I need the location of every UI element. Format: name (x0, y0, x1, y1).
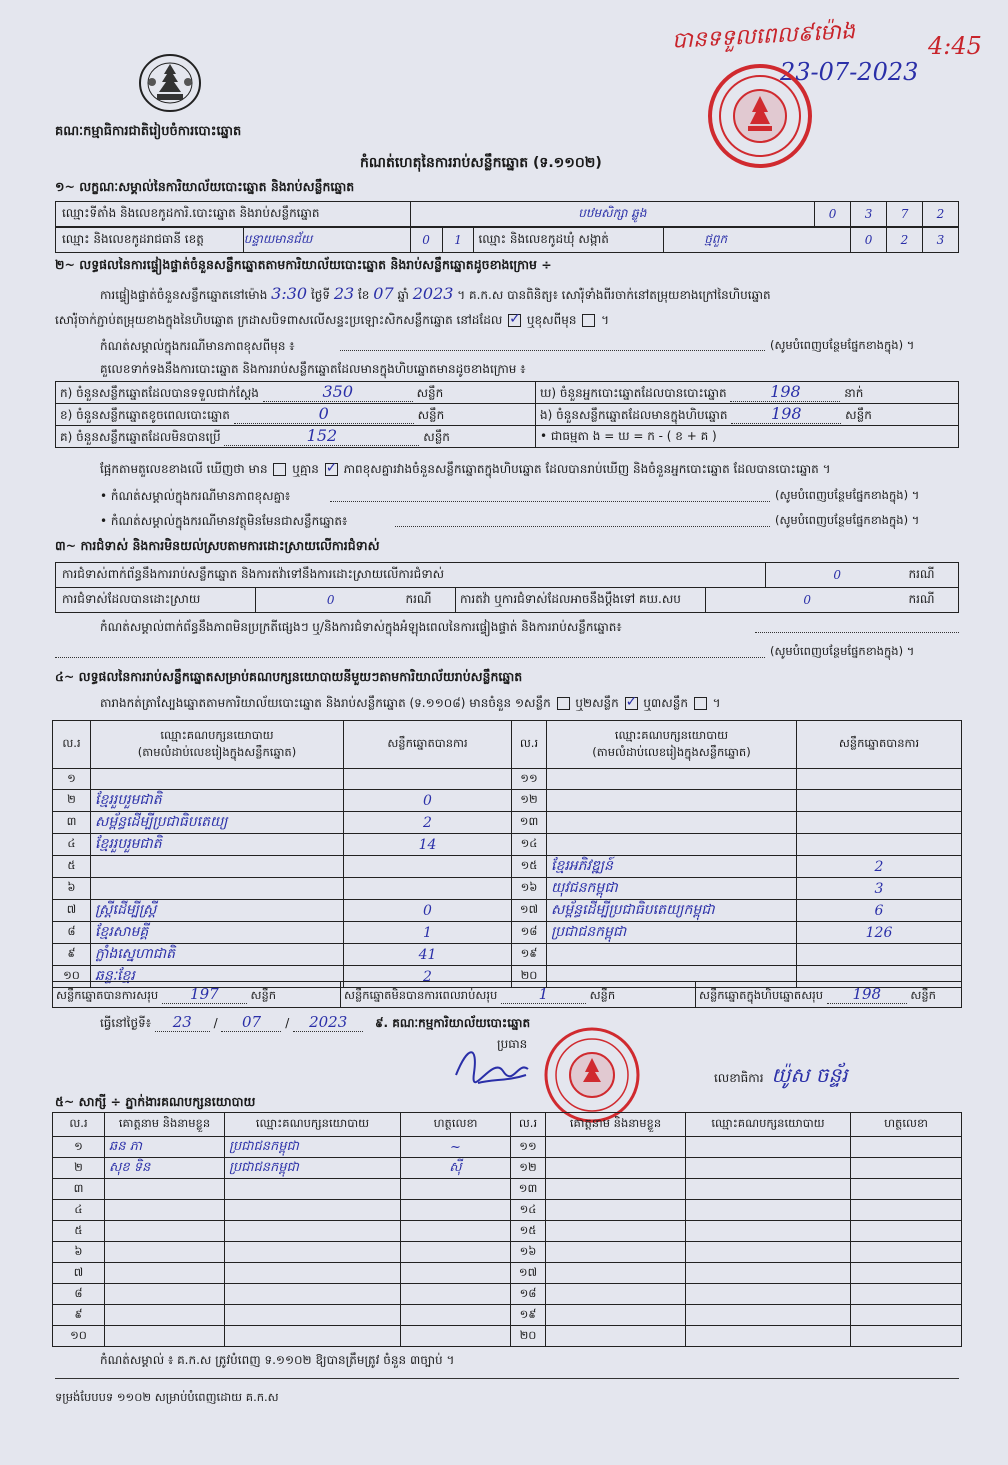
party-name: ខ្មែរអភិវឌ្ឍន៍ (547, 856, 797, 878)
date-day: 23 (155, 1013, 210, 1032)
witness-party (686, 1242, 851, 1263)
witness-name (546, 1305, 686, 1326)
witness-no: ១១ (511, 1137, 546, 1158)
total-box-unit: សន្លឹក (910, 987, 936, 1002)
witness-no: ២០ (511, 1326, 546, 1347)
w-col-party-right: ឈ្មោះគណបក្សនយោបាយ (686, 1113, 851, 1137)
witness-signature: ស៊ី (401, 1158, 511, 1179)
location-value: បឋមសិក្សា ឆ្លូង (410, 202, 815, 227)
witness-name (105, 1284, 225, 1305)
witness-party (225, 1200, 401, 1221)
total-invalid-label: សន្លឹកឆ្នោតមិនបានការពេលរាប់សរុប (344, 987, 498, 1002)
total-box-value: 198 (827, 985, 907, 1004)
note1-label: កំណត់សម្គាល់ក្នុងករណីមានភាពខុសពីមុន ៖ (100, 339, 295, 353)
witness-row (53, 1200, 962, 1221)
secretary-name: យ៉ូស ចន្ទ័រ (771, 1063, 848, 1087)
w-col-no-left: ល.រ (53, 1113, 105, 1137)
bullet2: • កំណត់សម្គាល់ក្នុងករណីមានវត្ថុមិនមែនជាសន្លឹកឆ្នោត៖ (100, 514, 348, 528)
party-no: ១១ (512, 769, 547, 790)
spoiled-unit: សន្លឹក (417, 408, 445, 422)
witness-name (546, 1242, 686, 1263)
bullet1: • កំណត់សម្គាល់ក្នុងករណីមានភាពខុសគ្នា៖ (100, 489, 291, 503)
results-row (53, 878, 962, 900)
no-diff-checkbox[interactable] (325, 463, 338, 476)
witness-name (105, 1221, 225, 1242)
witness-party (225, 1263, 401, 1284)
party-votes (797, 790, 962, 812)
party-votes (344, 769, 512, 790)
w-col-no-right: ល.រ (511, 1113, 546, 1137)
party-no: ២០ (512, 966, 547, 988)
section3-hint: (សូមបំពេញបន្ថែមផ្នែកខាងក្នុង) ។ (770, 644, 915, 658)
objection-label: ការជំទាស់ពាក់ព័ន្ធនឹងការរាប់សន្លឹកឆ្នោត និងការតវ៉ាទៅនឹងការដោះស្រាយលើការជំទាស់ (56, 563, 766, 588)
unused-value: 152 (224, 426, 419, 446)
appeal-value: 0 (706, 588, 909, 613)
party-no: ៩ (53, 944, 91, 966)
party-name (547, 769, 797, 790)
party-name: សម្ព័ន្ធដើម្បីប្រជាធិបតេយ្យកម្ពុជា (547, 900, 797, 922)
witness-party (225, 1326, 401, 1347)
witness-party (225, 1221, 401, 1242)
after-text-c: ភាពខុសគ្នារវាងចំនួនសន្លឹកឆ្នោតក្នុងហិបឆ្នោត ដែលបានរាប់ឃើញ និងចំនួនអ្នកបោះឆ្នោត ដែលបានបោះឆ្នោត ។ (343, 462, 831, 476)
one-sheet-checkbox[interactable] (557, 697, 570, 710)
w-col-sign-right: ហត្ថលេខា (851, 1113, 962, 1137)
witness-no: ៩ (53, 1305, 105, 1326)
party-no: ១៨ (512, 922, 547, 944)
province-label: ឈ្មោះ និងលេខកូដរាជធានី ខេត្ត (56, 228, 244, 253)
witness-signature (851, 1200, 962, 1221)
witness-no: ១៦ (511, 1242, 546, 1263)
party-no: ៦ (53, 878, 91, 900)
witness-no: ១០ (53, 1326, 105, 1347)
verify-time: 3:30 (271, 284, 308, 303)
party-no: ១ (53, 769, 91, 790)
witness-no: ១២ (511, 1158, 546, 1179)
party-no: ៨ (53, 922, 91, 944)
witness-party (686, 1158, 851, 1179)
party-votes (344, 856, 512, 878)
witness-signature (401, 1326, 511, 1347)
witness-no: ៤ (53, 1200, 105, 1221)
witness-signature: ~ (401, 1137, 511, 1158)
witness-no: ២ (53, 1158, 105, 1179)
witness-row (53, 1221, 962, 1242)
party-no: ៤ (53, 834, 91, 856)
witness-party (225, 1284, 401, 1305)
party-no: ១៤ (512, 834, 547, 856)
witness-party (686, 1305, 851, 1326)
section1-table (55, 201, 959, 227)
witness-party: ប្រជាជនកម្ពុជា (225, 1137, 401, 1158)
verify-line2: សោរ៉ុំចាក់ភ្ជាប់តម្រុយខាងក្នុងនៃហិបឆ្នោត ក្រដាសបិទពាសលើសន្ទះប្រឡោះសិកសន្លឹកឆ្នោត នៅដដែល ✓ ឬខុសពីមុន ។ (55, 312, 609, 330)
resolved-unit: ករណី (406, 588, 456, 613)
witness-no: ៧ (53, 1263, 105, 1284)
results-row (53, 834, 962, 856)
party-votes (344, 878, 512, 900)
party-name: ខ្មែររួបរួមជាតិ (91, 834, 344, 856)
witness-signature (851, 1158, 962, 1179)
count-row-3 (56, 426, 959, 448)
party-votes: 0 (344, 900, 512, 922)
party-votes (797, 944, 962, 966)
count-row-1 (56, 382, 959, 404)
section5-title: ៥~ សាក្សី ÷ ភ្នាក់ងារគណបក្សនយោបាយ (55, 1094, 256, 1109)
witness-table (52, 1112, 962, 1347)
section2-title: ២~ លទ្ធផលនៃការផ្ទៀងផ្ទាត់ចំនួនសន្លឹកឆ្នោតតាមការិយាល័យបោះឆ្នោត និងរាប់សន្លឹកឆ្នោតដូចខាងក្រោម ÷ (55, 257, 552, 272)
col-votes-left: សន្លឹកឆ្នោតបានការ (344, 721, 512, 769)
party-no: ១៩ (512, 944, 547, 966)
bullet1-hint: (សូមបំពេញបន្ថែមផ្នែកខាងក្នុង) ។ (775, 488, 920, 502)
party-votes: 0 (344, 790, 512, 812)
witness-no: ១៨ (511, 1284, 546, 1305)
verify-month: 07 (373, 284, 394, 303)
results-row (53, 900, 962, 922)
party-name: ស្ត្រីដើម្បីស្ត្រី (91, 900, 344, 922)
section4-intro-c: ឬ៣សន្លឹក (643, 696, 688, 710)
w-col-name-left: គោត្តនាម និងនាមខ្លួន (105, 1113, 225, 1137)
total-invalid-unit: សន្លឹក (589, 987, 616, 1002)
results-row (53, 856, 962, 878)
verify-text-c: ខែ (358, 288, 370, 302)
appeal-label: ការតវ៉ា ឬការជំទាស់ដែលអាចនឹងប្តឹងទៅ គឃ.សប (456, 588, 706, 613)
after-line (100, 461, 831, 479)
footer-note: កំណត់សម្គាល់ ៖ គ.ក.ស ត្រូវបំពេញ ទ.១១០២ ឱ្យបានត្រឹមត្រូវ ចំនួន ៣ច្បាប់ ។ (100, 1353, 455, 1367)
party-no: ១២ (512, 790, 547, 812)
party-name: ប្រជាជនកម្ពុជា (547, 922, 797, 944)
witness-signature (851, 1179, 962, 1200)
col-party-right-title: ឈ្មោះគណបក្សនយោបាយ (614, 727, 729, 742)
commune-value: ថ្មពួក (664, 228, 851, 253)
section4-intro-b: ឬ២សន្លឹក (575, 696, 619, 710)
has-diff-checkbox[interactable] (273, 463, 286, 476)
col-party-left-title: ឈ្មោះគណបក្សនយោបាយ (160, 727, 274, 742)
objection-value: 0 (766, 563, 909, 588)
province-code-2: 1 (442, 228, 474, 253)
location-code-4: 2 (922, 202, 958, 227)
results-row (53, 944, 962, 966)
witness-no: ១៩ (511, 1305, 546, 1326)
section1-row2 (55, 227, 959, 253)
verify-line2-text: សោរ៉ុំចាក់ភ្ជាប់តម្រុយខាងក្នុងនៃហិបឆ្នោត ក្រដាសបិទពាសលើសន្ទះប្រឡោះសិកសន្លឹកឆ្នោត នៅដដែល (55, 313, 503, 327)
witness-name (546, 1263, 686, 1284)
location-label: ឈ្មោះទីតាំង និងលេខកូដការិ.បោះឆ្នោត និងរាប់សន្លឹកឆ្នោត (56, 202, 411, 227)
resolved-value: 0 (256, 588, 406, 613)
witness-no: ៦ (53, 1242, 105, 1263)
witness-signature (401, 1179, 511, 1200)
verify-text-e: ។ គ.ក.ស បានពិនិត្យ៖ សោរ៉ុំទាំងពីរចាក់នៅតម្រុយខាងក្រៅនៃហិបឆ្នោត (457, 288, 771, 302)
col-no-left: ល.រ (53, 721, 91, 769)
date-line: ធ្វើនៅថ្ងៃទី៖ 23 / 07 / 2023 ៩. គណៈកម្មការិយាល័យបោះឆ្នោត (100, 1013, 531, 1031)
changed-checkbox[interactable] (582, 314, 595, 327)
col-party-left-sub: (តាមលំដាប់លេខរៀងក្នុងសន្លឹកឆ្នោត) (137, 744, 297, 759)
party-name (547, 812, 797, 834)
witness-party (686, 1284, 851, 1305)
location-code-1: 0 (815, 202, 851, 227)
witness-name (105, 1242, 225, 1263)
unused-unit: សន្លឹក (423, 430, 450, 444)
section4-title: ៤~ លទ្ធផលនៃការរាប់សន្លឹកឆ្នោតសម្រាប់គណបក្សនយោបាយនីមួយៗតាមការិយាល័យរាប់សន្លឹកឆ្នោត (55, 669, 523, 684)
party-votes: 126 (797, 922, 962, 944)
party-no: ១៦ (512, 878, 547, 900)
witness-party: ប្រជាជនកម្ពុជា (225, 1158, 401, 1179)
location-code-3: 7 (887, 202, 923, 227)
committee-stamp (543, 1026, 641, 1124)
after-text-a: ផ្អែកតាមតួលេខខាងលើ ឃើញថា មាន (100, 462, 268, 476)
results-row (53, 790, 962, 812)
witness-signature (851, 1305, 962, 1326)
witness-name (546, 1200, 686, 1221)
secretary-label (714, 1062, 848, 1092)
form-footer: ទម្រង់បែបបទ ១១០២ សម្រាប់បំពេញដោយ គ.ក.ស (55, 1390, 279, 1404)
party-no: ៥ (53, 856, 91, 878)
after-text-b: ឬគ្មាន (292, 462, 319, 476)
party-name (91, 856, 344, 878)
party-name: សម្ព័ន្ធដើម្បីប្រជាធិបតេយ្យ (91, 812, 344, 834)
unused-label: គ) ចំនួនសន្លឹកឆ្នោតដែលមិនបានប្រើ (60, 430, 221, 444)
col-votes-right: សន្លឹកឆ្នោតបានការ (797, 721, 962, 769)
party-votes (797, 769, 962, 790)
witness-row (53, 1326, 962, 1347)
party-votes: 3 (797, 878, 962, 900)
date-year: 2023 (293, 1013, 363, 1032)
received-label: ក) ចំនួនសន្លឹកឆ្នោតដែលបានទទួលជាក់ស្តែង (60, 386, 259, 400)
committee-sign-label: ៩. គណៈកម្មការិយាល័យបោះឆ្នោត (374, 1016, 531, 1030)
total-valid-label: សន្លឹកឆ្នោតបានការសរុប (56, 987, 159, 1002)
party-name (547, 790, 797, 812)
footer-rule (55, 1378, 959, 1379)
party-votes (797, 812, 962, 834)
witness-signature (851, 1284, 962, 1305)
party-votes: 2 (797, 856, 962, 878)
secretary-label-text: លេខាធិការ (714, 1071, 764, 1085)
party-name: ក្លាំងស្នេហាជាតិ (91, 944, 344, 966)
results-table (52, 720, 962, 988)
witness-party (686, 1200, 851, 1221)
verify-line (100, 284, 771, 305)
party-name (91, 769, 344, 790)
verify-day: 23 (333, 284, 355, 303)
total-invalid-value: 1 (501, 985, 586, 1004)
verify-or: ឬខុសពីមុន (526, 313, 577, 327)
party-votes: 14 (344, 834, 512, 856)
voters-value: 198 (730, 382, 840, 402)
spoiled-label: ខ) ចំនួនសន្លឹកឆ្នោតខូចពេលបោះឆ្នោត (60, 408, 230, 422)
appeal-unit: ករណី (909, 588, 959, 613)
commune-code-3: 3 (922, 228, 958, 253)
unchanged-checkbox[interactable] (508, 314, 521, 327)
party-no: ១៥ (512, 856, 547, 878)
objection-unit: ករណី (909, 563, 959, 588)
section2-intro: គួលេខទាក់ទងនឹងការបោះឆ្នោត និងការរាប់សន្លឹកឆ្នោតដែលមានក្នុងហិបឆ្នោតមានដូចខាងក្រោម ៖ (100, 362, 526, 376)
three-sheet-checkbox[interactable] (694, 697, 707, 710)
resolved-label: ការជំទាស់ដែលបានដោះស្រាយ (56, 588, 256, 613)
province-code-1: 0 (410, 228, 442, 253)
witness-no: ១៤ (511, 1200, 546, 1221)
totals-table (52, 981, 962, 1008)
witness-name (546, 1221, 686, 1242)
received-time: 4:45 (928, 32, 982, 60)
received-note: បានទទួលពេល៩ម៉ោង (671, 19, 856, 54)
party-name: យុវជនកម្ពុជា (547, 878, 797, 900)
witness-row (53, 1263, 962, 1284)
witness-signature (401, 1305, 511, 1326)
inbox-label: ង) ចំនួនសន្លឹកឆ្នោតដែលមានក្នុងហិបឆ្នោត (540, 408, 728, 422)
form-title: កំណត់ហេតុនៃការរាប់សន្លឹកឆ្នោត (ទ.១១០២) (360, 155, 602, 171)
party-name (547, 834, 797, 856)
witness-signature (401, 1200, 511, 1221)
witness-party (686, 1221, 851, 1242)
verify-text-b: ថ្ងៃទី (310, 288, 330, 302)
party-no: ៣ (53, 812, 91, 834)
witness-signature (401, 1221, 511, 1242)
location-code-2: 3 (851, 202, 887, 227)
witness-party (225, 1305, 401, 1326)
witness-signature (851, 1137, 962, 1158)
commune-code-2: 2 (887, 228, 923, 253)
witness-signature (401, 1242, 511, 1263)
committee-name: គណៈកម្មាធិការជាតិរៀបចំការបោះឆ្នោត (55, 124, 242, 139)
bullet2-hint: (សូមបំពេញបន្ថែមផ្នែកខាងក្នុង) ។ (775, 513, 920, 527)
col-no-right: ល.រ (512, 721, 547, 769)
witness-name (105, 1200, 225, 1221)
province-value: បន្ទាយមានជ័យ (243, 228, 410, 253)
total-valid-unit: សន្លឹក (250, 987, 277, 1002)
commune-label: ឈ្មោះ និងលេខកូដឃុំ សង្កាត់ (474, 228, 664, 253)
objection-table (55, 562, 959, 588)
results-row (53, 769, 962, 790)
witness-no: ១៥ (511, 1221, 546, 1242)
verify-text-a: ការផ្ទៀងផ្ទាត់ចំនួនសន្លឹកឆ្នោតនៅម៉ោង (100, 288, 268, 302)
witness-signature (851, 1242, 962, 1263)
note1-hint: (សូមបំពេញបន្ថែមផ្នែកខាងក្នុង) ។ (770, 338, 915, 352)
formula-text: • ជាធម្មតា ង = ឃ = ក - ( ខ + គ ) (536, 426, 959, 448)
witness-party (686, 1263, 851, 1284)
witness-name: សុខ ទិន (105, 1158, 225, 1179)
w-col-name-right: គោត្តនាម និងនាមខ្លួន (546, 1113, 686, 1137)
witness-name (105, 1263, 225, 1284)
section4-intro: តារាងកត់ត្រាស្បែងឆ្នោតតាមការិយាល័យបោះឆ្នោត និងរាប់សន្លឹកឆ្នោត (ទ.១១០៨) មានចំនួន ១សន្លឹក ឬ២សន្លឹក ✓ ឬ៣សន្លឹក ។ (100, 695, 721, 713)
inbox-value: 198 (731, 404, 841, 424)
witness-row (53, 1242, 962, 1263)
col-party-right (547, 721, 797, 769)
count-row-2 (56, 404, 959, 426)
witness-row (53, 1305, 962, 1326)
witness-signature (401, 1263, 511, 1284)
voters-unit: នាក់ (844, 386, 864, 400)
witness-party (225, 1179, 401, 1200)
witness-signature (851, 1326, 962, 1347)
witness-name (546, 1179, 686, 1200)
objection-table-2 (55, 587, 959, 613)
party-votes: 41 (344, 944, 512, 966)
party-name: ខ្មែររួបរួមជាតិ (91, 790, 344, 812)
witness-party (225, 1242, 401, 1263)
verify-year: 2023 (412, 284, 454, 303)
two-sheet-checkbox[interactable] (625, 697, 638, 710)
witness-row (53, 1158, 962, 1179)
w-col-party-left: ឈ្មោះគណបក្សនយោបាយ (225, 1113, 401, 1137)
results-row (53, 812, 962, 834)
witness-row (53, 1284, 962, 1305)
results-row (53, 922, 962, 944)
witness-name (546, 1284, 686, 1305)
witness-no: ៣ (53, 1179, 105, 1200)
witness-party (686, 1179, 851, 1200)
party-name: ឆន្ទៈខ្មែរ (91, 966, 344, 988)
ballot-count-table (55, 381, 959, 448)
section3-note: កំណត់សម្គាល់ពាក់ព័ន្ធនឹងភាពមិនប្រក្រតីផ្សេងៗ ឬ/និងការជំទាស់ក្នុងអំឡុងពេលនៃការផ្ទៀងផ្ទាត់ និងការរាប់សន្លឹកឆ្នោត៖ (100, 620, 622, 634)
party-name (91, 878, 344, 900)
party-no: ៧ (53, 900, 91, 922)
witness-party (686, 1137, 851, 1158)
total-box-label: សន្លឹកឆ្នោតក្នុងហិបឆ្នោតសរុប (699, 987, 824, 1002)
witness-name (546, 1137, 686, 1158)
witness-no: ១៧ (511, 1263, 546, 1284)
witness-no: ៨ (53, 1284, 105, 1305)
party-votes: 1 (344, 922, 512, 944)
inbox-unit: សន្លឹក (845, 408, 872, 422)
emblem-logo (137, 52, 203, 114)
witness-party (686, 1326, 851, 1347)
party-no: ២ (53, 790, 91, 812)
party-no: ១៧ (512, 900, 547, 922)
section1-title: ១~ លក្ខណៈសម្គាល់នៃការិយាល័យបោះឆ្នោត និងរាប់សន្លឹកឆ្នោត (55, 179, 355, 194)
commune-code-1: 0 (851, 228, 887, 253)
witness-name: ឆន ភា (105, 1137, 225, 1158)
spoiled-value: 0 (234, 404, 414, 424)
party-no: ១០ (53, 966, 91, 988)
witness-no: ៥ (53, 1221, 105, 1242)
president-label: ប្រធាន (497, 1037, 528, 1051)
col-party-left (91, 721, 344, 769)
official-stamp (706, 62, 814, 170)
witness-name (105, 1179, 225, 1200)
section4-intro-a: តារាងកត់ត្រាស្បែងឆ្នោតតាមការិយាល័យបោះឆ្នោត និងរាប់សន្លឹកឆ្នោត (ទ.១១០៨) មានចំនួន ១សន្លឹក (100, 696, 551, 710)
president-signature (448, 1035, 558, 1095)
witness-row (53, 1179, 962, 1200)
party-no: ១៣ (512, 812, 547, 834)
total-valid-value: 197 (162, 985, 247, 1004)
witness-signature (851, 1263, 962, 1284)
witness-signature (401, 1284, 511, 1305)
party-name: ខ្មែរសាមគ្គី (91, 922, 344, 944)
w-col-sign-left: ហត្ថលេខា (401, 1113, 511, 1137)
witness-signature (851, 1221, 962, 1242)
witness-row (53, 1137, 962, 1158)
date-label: ធ្វើនៅថ្ងៃទី៖ (100, 1016, 151, 1030)
received-date: 23-07-2023 (780, 58, 919, 86)
section3-title: ៣~ ការជំទាស់ និងការមិនយល់ស្របតាមការដោះស្រាយលើការជំទាស់ (55, 538, 380, 553)
witness-name (546, 1158, 686, 1179)
party-votes: 2 (344, 966, 512, 988)
party-votes: 6 (797, 900, 962, 922)
date-month: 07 (221, 1013, 281, 1032)
witness-name (105, 1305, 225, 1326)
received-value: 350 (263, 382, 413, 402)
voters-label: ឃ) ចំនួនអ្នកបោះឆ្នោតដែលបានបោះឆ្នោត (540, 386, 727, 400)
party-name (547, 944, 797, 966)
col-party-right-sub: (តាមលំដាប់លេខរៀងក្នុងសន្លឹកឆ្នោត) (592, 744, 751, 759)
witness-name (105, 1326, 225, 1347)
party-votes (797, 834, 962, 856)
verify-text-d: ឆ្នាំ (397, 288, 409, 302)
party-votes: 2 (344, 812, 512, 834)
witness-name (546, 1326, 686, 1347)
witness-no: ១៣ (511, 1179, 546, 1200)
received-unit: សន្លឹក (416, 386, 444, 400)
witness-no: ១ (53, 1137, 105, 1158)
